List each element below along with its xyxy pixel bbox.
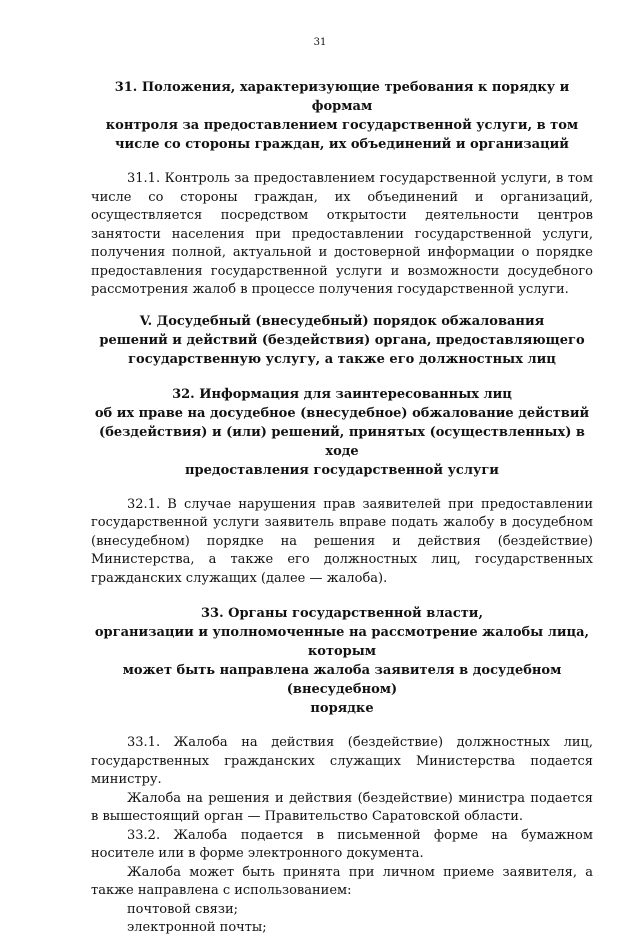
heading-line: V. Досудебный (внесудебный) порядок обжалования: [139, 313, 545, 329]
list-item: электронной почты;: [127, 920, 267, 935]
paragraph-33-2-b: Жалоба может быть принята при личном приеме заявителя, а также направлена с использованием:: [91, 864, 593, 898]
paragraph-31-1: 31.1. Контроль за предоставлением государственной услуги, в том числе со стороны граждан, их объединений и организаций, осуществляется посредством открытости деятельности центров занятости населения при предоставлении государственной услуги, получения полной, актуальной и достоверной информации о порядке предоставления государственной услуги и возможности досудебного рассмотрения жалоб в процессе получения государственной услуги.: [91, 171, 593, 297]
section-31-heading: [91, 78, 593, 154]
heading-line: организации и уполномоченные на рассмотрение жалобы лица, которым: [94, 625, 590, 659]
heading-line: порядке: [310, 701, 374, 716]
document-body: [91, 78, 593, 938]
paragraph-32-1: 32.1. В случае нарушения прав заявителей при предоставлении государственной услуги заявитель вправе подать жалобу в досудебном (внесудебном) порядке на решения и действия (бездействие) Министерства, а также его должностных лиц, государственных гражданских служащих (далее — жалоба).: [91, 496, 593, 586]
heading-line: 33. Органы государственной власти,: [201, 606, 483, 621]
section-32-heading: [91, 385, 593, 480]
section-v-heading: [91, 312, 593, 369]
heading-line: может быть направлена жалоба заявителя в досудебном (внесудебном): [122, 663, 562, 697]
list-item: почтовой связи;: [127, 901, 238, 917]
heading-line: 31. Положения, характеризующие требования к порядку и формам: [114, 80, 570, 114]
section-33-heading: [91, 604, 593, 718]
page-number: 31: [313, 37, 327, 48]
paragraph-33-1: 33.1. Жалоба на действия (бездействие) должностных лиц, государственных гражданских служащих Министерства подается министру.: [91, 735, 593, 787]
heading-line: 32. Информация для заинтересованных лиц: [172, 386, 512, 402]
paragraph-33-2: 33.2. Жалоба подается в письменной форме на бумажном носителе или в форме электронного документа.: [91, 827, 593, 861]
heading-line: государственную услугу, а также его должностных лиц: [128, 351, 556, 367]
heading-line: об их праве на досудебное (внесудебное) обжалование действий: [94, 405, 590, 421]
paragraph-33-1-b: Жалоба на решения и действия (бездействие) министра подается в вышестоящий орган — Правительство Саратовской области.: [91, 790, 593, 824]
heading-line: (бездействия) и (или) решений, принятых (осуществленных) в ходе: [99, 424, 585, 459]
heading-line: предоставления государственной услуги: [185, 462, 499, 478]
heading-line: числе со стороны граждан, их объединений и организаций: [115, 137, 569, 152]
heading-line: контроля за предоставлением государственной услуги, в том: [105, 118, 579, 133]
heading-line: решений и действий (бездействия) органа, предоставляющего: [99, 332, 585, 348]
